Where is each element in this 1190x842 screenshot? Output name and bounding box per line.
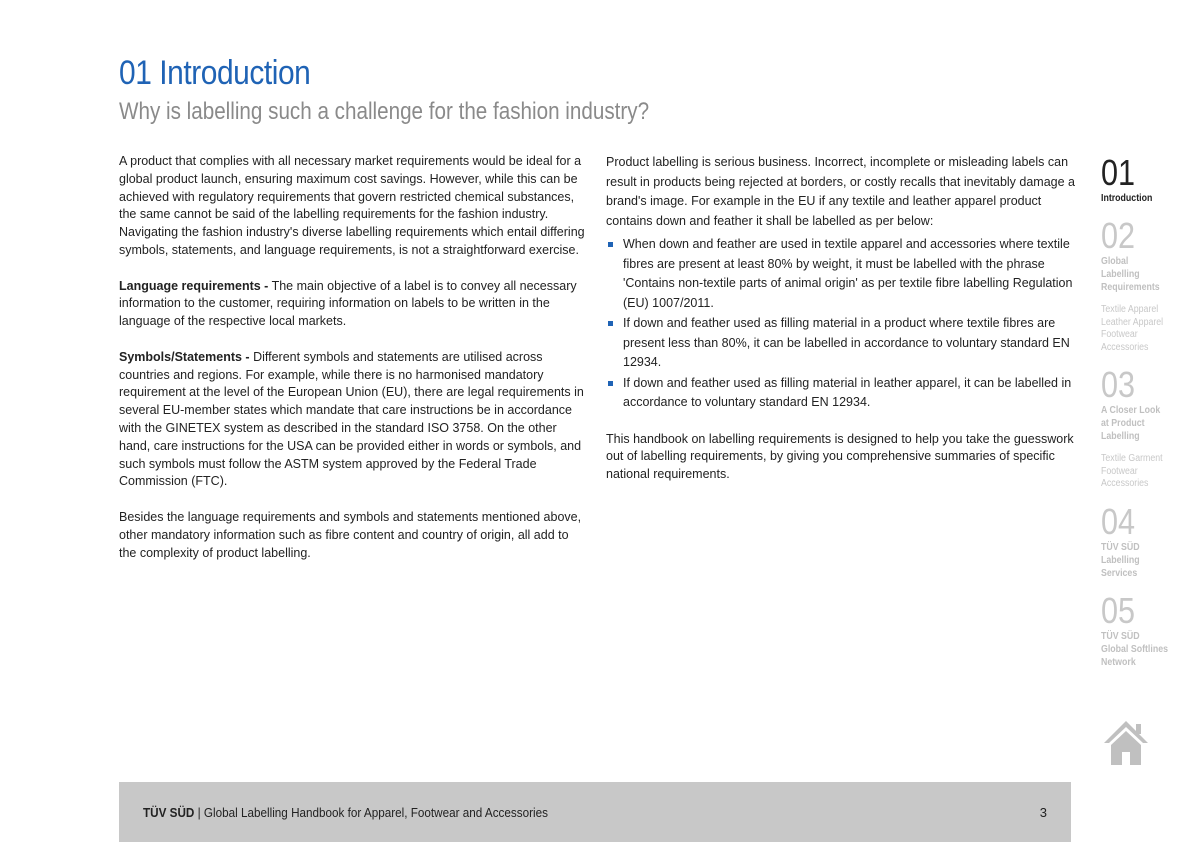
list-item: [606, 374, 1076, 413]
section-title: A Closer Look at Product Labelling: [1101, 405, 1161, 442]
section-number: 02: [1101, 215, 1136, 256]
list-item-text: If down and feather used as filling material in leather apparel, it can be labelled in accordance to voluntary standard EN 12934.: [623, 375, 1072, 409]
language-text: The main objective of a label is to convey all necessary information to the customer, requiring information on labels to be written in the language of the respective local markets.: [119, 278, 577, 329]
list-item-text: When down and feather are used in textile apparel and accessories where textile fibres are present at least 80% by weight, it must be labelled with the phrase 'Contains non-textile parts of animal origin' as per textile fibre labelling Regulation (EU) 1007/2011.: [623, 237, 1073, 310]
intro-paragraph: A product that complies with all necessary market requirements would be ideal for a global product launch, ensuring maximum cost savings. However, while this can be achieved with regulatory requirements that govern restricted chemical substances, the same cannot be said of the labelling requirements for the fashion industry. Navigating the fashion industry's diverse labelling requirements which entail differing symbols, statements, and language requirements, is not a straightforward exercise.: [119, 154, 585, 257]
footer-title: Global Labelling Handbook for Apparel, Footwear and Accessories: [203, 805, 548, 820]
nav-section-closer-look[interactable]: [1101, 366, 1190, 491]
language-paragraph: [119, 278, 589, 331]
section-number: 01: [1101, 152, 1136, 193]
nav-section-introduction[interactable]: [1101, 154, 1190, 205]
section-number: 04: [1101, 500, 1136, 542]
bullet-square-icon: [608, 381, 613, 386]
section-subtopics: Textile Garment Footwear Accessories: [1101, 453, 1163, 489]
page-footer: [119, 782, 1071, 842]
section-subtopics: Textile Apparel Leather Apparel Footwear Accessories: [1101, 304, 1164, 353]
footer-text: [143, 805, 548, 820]
symbols-heading: Symbols/Statements -: [119, 349, 250, 364]
labelling-intro-paragraph: Product labelling is serious business. Incorrect, incomplete or misleading labels can result in products being rejected at borders, or costly recalls that inevitably damage a brand's image. For example in the EU if any textile and leather apparel product contains down and feather it shall be labelled as per below:: [606, 155, 1075, 228]
section-number: 05: [1101, 589, 1136, 631]
down-feather-list: [606, 235, 1076, 413]
list-item: [606, 235, 1076, 313]
footer-brand: TÜV SÜD: [143, 805, 195, 820]
section-title: TÜV SÜD Global Softlines Network: [1101, 630, 1168, 668]
left-column: [119, 153, 589, 580]
nav-section-global-requirements[interactable]: [1101, 217, 1190, 354]
list-item-text: If down and feather used as filling material in a product where textile fibres are present less than 80%, it can be labelled in accordance to voluntary standard EN 12934.: [623, 316, 1070, 369]
complexity-paragraph: Besides the language requirements and symbols and statements mentioned above, other mandatory information such as fibre content and country of origin, all add to the complexity of product labelling.: [119, 509, 582, 560]
nav-section-softlines-network[interactable]: [1101, 589, 1190, 669]
symbols-text: Different symbols and statements are utilised across countries and regions. For example, while there is no harmonised mandatory requirement at the level of the European Union (EU), there are legal requirements in several EU-member states which mandate that care instructions be in accordance with the GINETEX system as described in the standard ISO 3758. On the other hand, care instructions for the USA can be provided either in words or symbols, and such symbols must follow the ASTM system approved by the Federal Trade Commission (FTC).: [119, 349, 584, 489]
symbols-paragraph: [119, 349, 589, 491]
page-number: 3: [1039, 805, 1047, 820]
list-item: [606, 314, 1076, 373]
section-navigation: [1101, 154, 1190, 681]
section-title: TÜV SÜD Labelling Services: [1101, 541, 1140, 579]
bullet-square-icon: [608, 321, 613, 326]
section-title: Introduction: [1101, 193, 1153, 204]
handbook-paragraph: This handbook on labelling requirements is designed to help you take the guesswork out of labelling requirements, by giving you comprehensive summaries of specific national requirements.: [606, 431, 1074, 482]
section-number: 03: [1101, 364, 1136, 405]
page-subtitle: Why is labelling such a challenge for the fashion industry?: [119, 98, 650, 125]
home-icon-graphic: [1103, 718, 1149, 766]
bullet-square-icon: [608, 242, 613, 247]
section-title: Global Labelling Requirements: [1101, 256, 1160, 293]
language-heading: Language requirements -: [119, 278, 269, 293]
page-title: 01 Introduction: [119, 54, 311, 92]
footer-separator: |: [194, 805, 204, 820]
home-icon[interactable]: [1103, 718, 1149, 766]
nav-section-labelling-services[interactable]: [1101, 500, 1190, 580]
right-column: [606, 153, 1076, 502]
